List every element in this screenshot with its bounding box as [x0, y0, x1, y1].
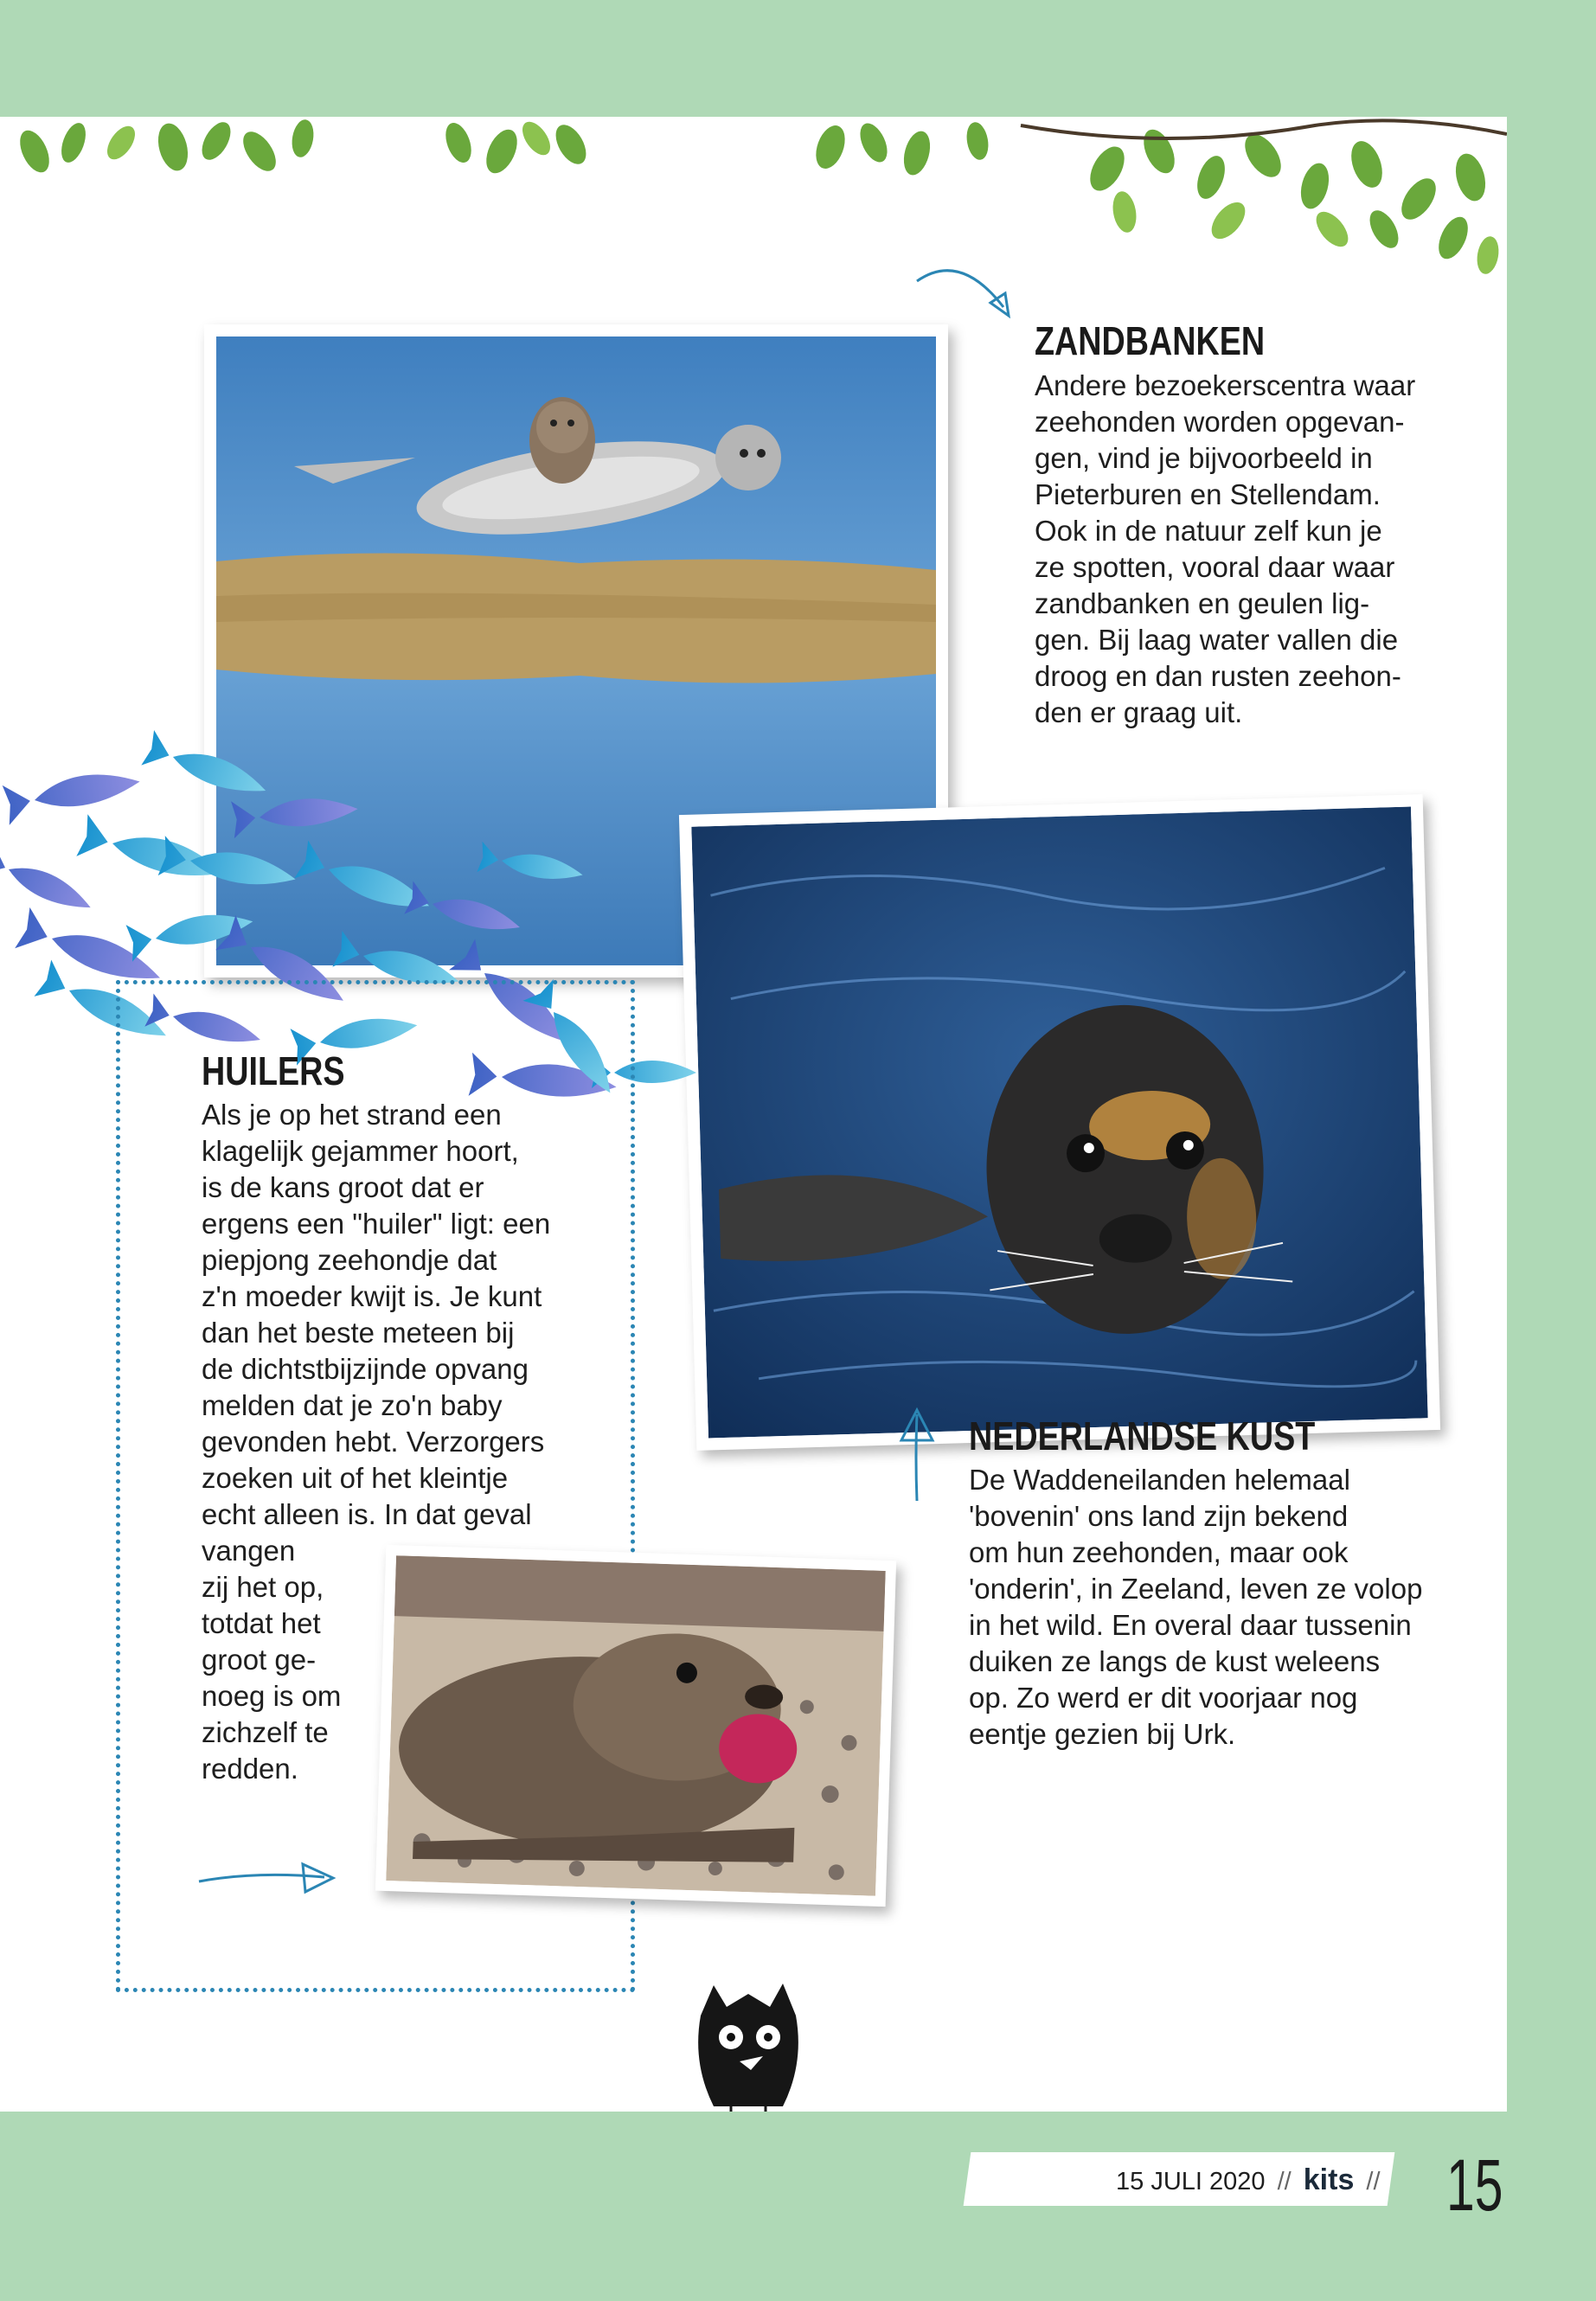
- photo-seal-swimming: [679, 794, 1440, 1451]
- page-number: 15: [1446, 2144, 1503, 2226]
- page: [0, 117, 1507, 2112]
- footer-issue-line: [1116, 2163, 1386, 2197]
- heading-huilers: HUILERS: [202, 1048, 345, 1093]
- footer-date: 15 JULI 2020: [1116, 2168, 1266, 2195]
- photo-crying-seal-pup: [375, 1545, 896, 1907]
- text-huilers: Als je op het strand een klagelijk gejammer hoort, is de kans groot dat er ergens een "huiler" ligt: een piepjong zeehondje dat z'n moeder kwijt is. Je kunt dan het beste meteen bij de dichtstbijzijnde opvang melden dat je zo'n baby gevonden hebt. Verzorgers zoeken uit of het kleintje echt alleen is. In dat geval vangen zij het op, totdat het groot ge- noeg is om zichzelf te redden.: [202, 1099, 551, 1785]
- heading-nederlandse-kust: NEDERLANDSE KUST: [969, 1413, 1316, 1458]
- arrow-huilers-icon: [195, 1847, 342, 1907]
- footer-separator: //: [1366, 2168, 1381, 2195]
- arrow-zandbanken-icon: [908, 255, 1021, 333]
- leaves-decoration: [0, 117, 1507, 290]
- text-nederlandse-kust: De Waddeneilanden helemaal 'bovenin' ons land zijn bekend om hun zeehonden, maar ook 'onderin', in Zeeland, leven ze volop in het wild. En overal daar tussenin duiken ze langs de kust weleens op. Zo werd er dit voorjaar nog eentje gezien bij Urk.: [969, 1464, 1423, 1750]
- arrow-nederlandse-kust-icon: [891, 1406, 943, 1505]
- footer-separator: //: [1277, 2168, 1292, 2195]
- text-zandbanken: Andere bezoekerscentra waar zeehonden worden opgevan- gen, vind je bijvoorbeeld in Pieterburen en Stellendam. Ook in de natuur zelf kun je ze spotten, vooral daar waar zandbanken en geulen lig- gen. Bij laag water vallen die droog en dan rusten zeehon- den er graag uit.: [1035, 369, 1416, 728]
- mascot-owl-icon: [683, 1968, 813, 2112]
- heading-zandbanken: ZANDBANKEN: [1035, 318, 1266, 363]
- footer-brand: kits: [1303, 2163, 1355, 2196]
